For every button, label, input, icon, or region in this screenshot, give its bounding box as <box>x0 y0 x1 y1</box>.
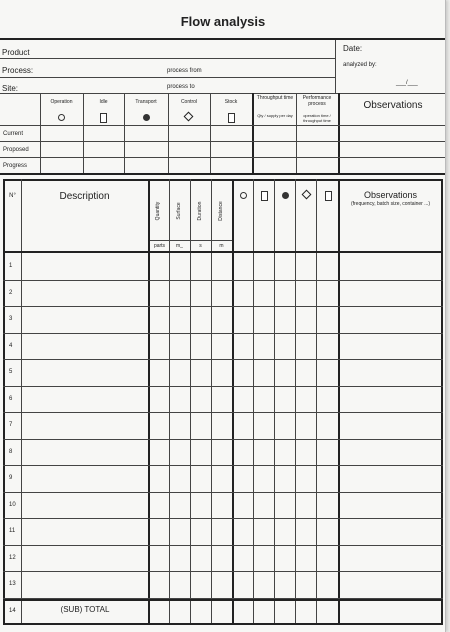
header-divider <box>335 40 336 93</box>
summary-observations-header: Observations <box>363 100 423 111</box>
col-operation: Operation <box>50 99 73 105</box>
unit-surface: m_ <box>176 243 183 249</box>
unit-duration: s <box>199 243 202 249</box>
row-number: 3 <box>9 316 13 322</box>
unit-quantity: parts <box>153 243 166 249</box>
idle-box-icon <box>100 113 107 123</box>
unit-distance: m <box>219 243 224 249</box>
control-diamond-icon <box>184 112 194 122</box>
col-surface: Surface <box>176 202 182 220</box>
subtotal-label: (SUB) TOTAL <box>60 605 110 614</box>
row-number: 1 <box>9 263 13 269</box>
col-throughput: Throughput time <box>256 95 294 101</box>
process-label: Process: <box>2 66 34 75</box>
row-divider <box>3 359 443 360</box>
product-line <box>0 58 335 59</box>
row-divider <box>3 492 443 493</box>
transport-dot-icon <box>143 114 150 121</box>
row-divider <box>3 412 443 413</box>
col-idle: Idle <box>99 99 108 105</box>
row-divider <box>3 280 443 281</box>
row-number: 11 <box>9 528 16 534</box>
detail-transport-dot-icon <box>282 192 289 199</box>
detail-operation-circle-icon <box>240 192 247 199</box>
row-divider <box>3 386 443 387</box>
row-number: 8 <box>9 448 13 455</box>
row-divider <box>3 571 443 572</box>
row-divider <box>3 306 443 307</box>
detail-control-diamond-icon <box>302 190 312 200</box>
row-divider <box>3 465 443 466</box>
row-divider <box>3 545 443 546</box>
date-label: Date: <box>343 44 363 53</box>
col-transport: Transport <box>135 99 157 105</box>
row-number: 6 <box>9 395 13 402</box>
analyzed-by-label: analyzed by: <box>343 62 377 68</box>
row-number: 14 <box>9 607 16 614</box>
stock-box-icon <box>228 113 235 123</box>
product-label: Product <box>2 48 30 57</box>
detail-idle-box-icon <box>261 191 268 201</box>
page-title: Flow analysis <box>180 14 266 29</box>
row-number: 9 <box>9 475 13 481</box>
row-number: 7 <box>9 422 13 428</box>
process-to-label: process to <box>167 84 195 90</box>
row-divider <box>3 333 443 334</box>
summary-row-current: Current <box>3 131 24 137</box>
col-stock: Stock <box>224 99 238 105</box>
row-number: 5 <box>9 369 13 375</box>
row-number: 2 <box>9 289 13 296</box>
col-description: Description <box>59 191 110 202</box>
col-performance-sub: operation time / throughput time <box>303 113 331 123</box>
col-control: Control <box>180 99 198 105</box>
col-duration: Duration <box>197 201 203 221</box>
col-number: N° <box>9 193 16 199</box>
site-label: Site: <box>2 84 19 93</box>
row-number: 4 <box>9 342 13 349</box>
row-divider <box>3 518 443 519</box>
row-number: 10 <box>9 501 16 508</box>
process-line <box>0 77 335 78</box>
title-divider <box>0 38 446 40</box>
col-quantity: Quantity <box>155 201 161 221</box>
operation-circle-icon <box>58 114 65 121</box>
row-number: 13 <box>9 581 16 587</box>
detail-observations-header: Observations <box>363 190 418 200</box>
col-performance: Performance process <box>302 95 332 107</box>
date-blank: ___/___ <box>396 80 418 86</box>
summary-row-proposed: Proposed <box>3 147 29 153</box>
process-from-label: process from <box>167 68 202 74</box>
detail-observations-sub: (frequency, batch size, container ...) <box>350 201 431 207</box>
row-divider <box>3 439 443 440</box>
site-line <box>0 93 446 94</box>
col-throughput-sub: Qty / supply per day <box>257 113 293 118</box>
summary-row-progress: Progress <box>3 163 28 169</box>
col-distance: Distance <box>218 201 224 221</box>
row-number: 12 <box>9 554 16 561</box>
detail-stock-box-icon <box>325 191 332 201</box>
